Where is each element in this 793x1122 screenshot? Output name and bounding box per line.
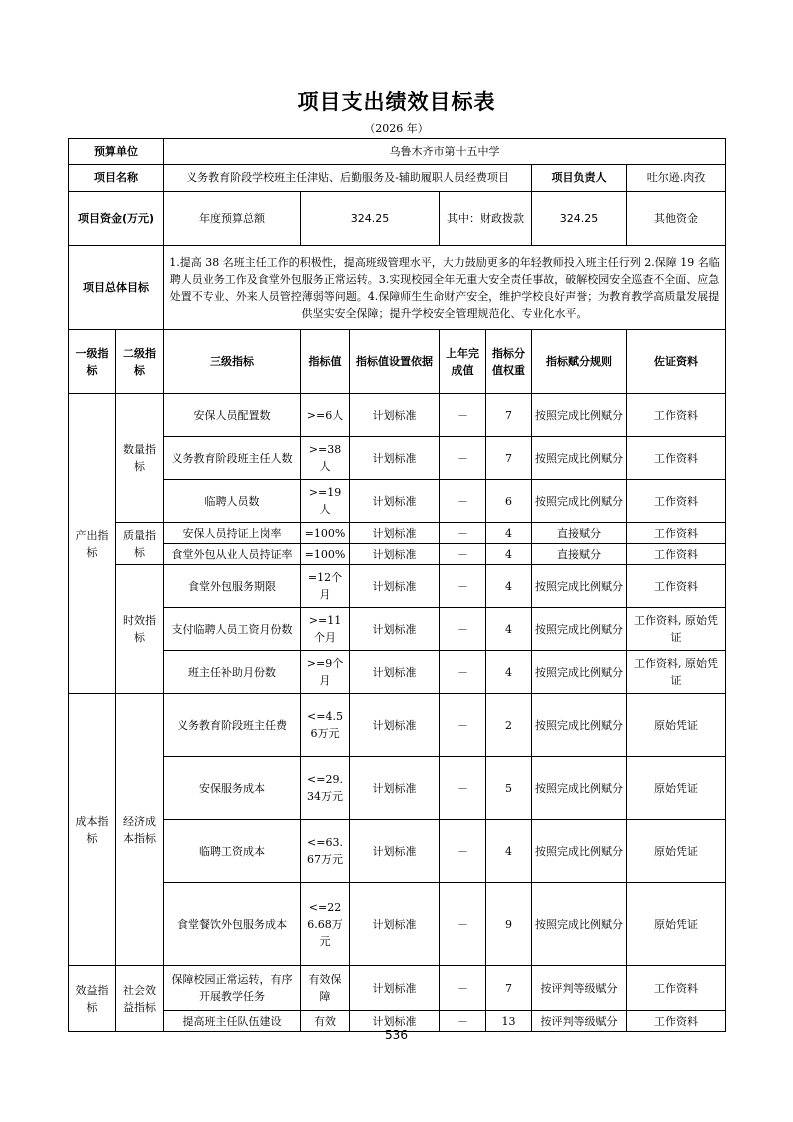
header-value: 指标值 — [301, 330, 350, 394]
indicator-last: － — [440, 544, 486, 565]
table-row — [69, 820, 726, 883]
indicator-value: >=6人 — [301, 394, 350, 437]
indicator-rule: 按照完成比例赋分 — [532, 820, 627, 883]
group-quality: 质量指标 — [116, 523, 164, 565]
indicator-rule: 按照完成比例赋分 — [532, 694, 627, 757]
indicator-value: 有效保障 — [301, 966, 350, 1011]
indicator-rule: 按照完成比例赋分 — [532, 757, 627, 820]
indicator-basis: 计划标准 — [350, 694, 440, 757]
indicator-rule: 按评判等级赋分 — [532, 1011, 627, 1032]
indicator-weight: 13 — [486, 1011, 532, 1032]
table-row — [69, 565, 726, 608]
fiscal-label: 其中：财政拨款 — [440, 192, 532, 246]
indicator-name: 安保服务成本 — [164, 757, 301, 820]
indicator-name: 食堂外包从业人员持证率 — [164, 544, 301, 565]
indicator-rule: 直接赋分 — [532, 544, 627, 565]
indicator-weight: 4 — [486, 544, 532, 565]
indicator-evidence: 工作资料, 原始凭证 — [627, 651, 726, 694]
project-row — [69, 165, 726, 192]
indicator-weight: 6 — [486, 480, 532, 523]
group-social-benefit: 社会效益指标 — [116, 966, 164, 1032]
indicator-value: <=63.67万元 — [301, 820, 350, 883]
indicator-evidence: 工作资料 — [627, 544, 726, 565]
group-quantity: 数量指标 — [116, 394, 164, 523]
indicator-basis: 计划标准 — [350, 608, 440, 651]
indicator-last: － — [440, 966, 486, 1011]
indicator-evidence: 工作资料 — [627, 480, 726, 523]
indicator-name: 安保人员持证上岗率 — [164, 523, 301, 544]
indicator-last: － — [440, 437, 486, 480]
indicator-last: － — [440, 480, 486, 523]
indicator-basis: 计划标准 — [350, 820, 440, 883]
project-value: 义务教育阶段学校班主任津贴、后勤服务及-辅助履职人员经费项目 — [164, 165, 532, 192]
group-economic-cost: 经济成本指标 — [116, 694, 164, 966]
indicator-rule: 按照完成比例赋分 — [532, 651, 627, 694]
indicator-weight: 7 — [486, 394, 532, 437]
indicator-rule: 按照完成比例赋分 — [532, 608, 627, 651]
table-row — [69, 437, 726, 480]
indicator-weight: 9 — [486, 883, 532, 966]
goal-label: 项目总体目标 — [69, 246, 164, 330]
indicator-value: >=19人 — [301, 480, 350, 523]
indicator-weight: 4 — [486, 565, 532, 608]
indicator-basis: 计划标准 — [350, 757, 440, 820]
indicator-value: >=38人 — [301, 437, 350, 480]
indicator-evidence: 工作资料 — [627, 565, 726, 608]
indicator-last: － — [440, 694, 486, 757]
header-lvl2: 二级指标 — [116, 330, 164, 394]
indicator-last: － — [440, 757, 486, 820]
indicator-value: 有效 — [301, 1011, 350, 1032]
fund-label: 项目资金(万元) — [69, 192, 164, 246]
indicator-last: － — [440, 820, 486, 883]
header-last-year: 上年完成值 — [440, 330, 486, 394]
indicator-basis: 计划标准 — [350, 883, 440, 966]
indicator-last: － — [440, 394, 486, 437]
indicator-rule: 直接赋分 — [532, 523, 627, 544]
indicator-name: 临聘人员数 — [164, 480, 301, 523]
header-weight: 指标分值权重 — [486, 330, 532, 394]
table-row — [69, 651, 726, 694]
fund-row — [69, 192, 726, 246]
unit-label: 预算单位 — [69, 139, 164, 165]
page-number: 536 — [385, 1028, 408, 1042]
table-row — [69, 544, 726, 565]
goal-text: 1.提高 38 名班主任工作的积极性，提高班级管理水平，大力鼓励更多的年轻教师投入班主任行列 2.保障 19 名临聘人员业务工作及食堂外包服务正常运转。3.实现校园全年无重大安全责任事故，破解校园安全巡查不全面、应急处置不专业、外来人员管控薄弱等问题。4.保障师生生命财产安全，维护学校良好声誉；为教育教学高质量发展提供坚实安全保障；提升学校安全管理规范化、专业化水平。 — [164, 246, 726, 330]
unit-row — [69, 139, 726, 165]
table-row — [69, 608, 726, 651]
indicator-evidence: 工作资料, 原始凭证 — [627, 608, 726, 651]
indicator-weight: 4 — [486, 820, 532, 883]
annual-label: 年度预算总额 — [164, 192, 301, 246]
other-label: 其他资金 — [627, 192, 726, 246]
indicator-name: 食堂外包服务期限 — [164, 565, 301, 608]
indicator-rule: 按评判等级赋分 — [532, 966, 627, 1011]
group-output: 产出指标 — [69, 394, 116, 694]
indicator-rule: 按照完成比例赋分 — [532, 437, 627, 480]
group-cost: 成本指标 — [69, 694, 116, 966]
indicator-value: >=11个月 — [301, 608, 350, 651]
indicator-name: 义务教育阶段班主任人数 — [164, 437, 301, 480]
table-row — [69, 523, 726, 544]
indicator-evidence: 原始凭证 — [627, 820, 726, 883]
indicator-basis: 计划标准 — [350, 651, 440, 694]
indicator-evidence: 工作资料 — [627, 523, 726, 544]
indicator-value: <=29.34万元 — [301, 757, 350, 820]
indicator-basis: 计划标准 — [350, 480, 440, 523]
annual-value: 324.25 — [301, 192, 440, 246]
indicator-name: 保障校园正常运转，有序开展教学任务 — [164, 966, 301, 1011]
indicator-value: =100% — [301, 544, 350, 565]
table-row — [69, 883, 726, 966]
leader-value: 吐尔逊.肉孜 — [627, 165, 726, 192]
group-timeliness: 时效指标 — [116, 565, 164, 694]
indicator-weight: 4 — [486, 651, 532, 694]
table-row — [69, 757, 726, 820]
indicator-rule: 按照完成比例赋分 — [532, 394, 627, 437]
indicator-last: － — [440, 565, 486, 608]
page-title: 项目支出绩效目标表 — [297, 90, 496, 114]
indicator-basis: 计划标准 — [350, 394, 440, 437]
indicator-basis: 计划标准 — [350, 437, 440, 480]
indicator-rule: 按照完成比例赋分 — [532, 480, 627, 523]
indicator-evidence: 工作资料 — [627, 437, 726, 480]
indicator-value: <=226.68万元 — [301, 883, 350, 966]
header-row — [69, 330, 726, 394]
indicator-name: 安保人员配置数 — [164, 394, 301, 437]
unit-value: 乌鲁木齐市第十五中学 — [164, 139, 726, 165]
header-lvl1: 一级指标 — [69, 330, 116, 394]
indicator-evidence: 工作资料 — [627, 394, 726, 437]
indicator-value: =12个月 — [301, 565, 350, 608]
indicator-value: =100% — [301, 523, 350, 544]
indicator-last: － — [440, 523, 486, 544]
indicator-value: <=4.56万元 — [301, 694, 350, 757]
indicator-basis: 计划标准 — [350, 1011, 440, 1032]
indicator-weight: 4 — [486, 523, 532, 544]
indicator-evidence: 原始凭证 — [627, 694, 726, 757]
indicator-name: 食堂餐饮外包服务成本 — [164, 883, 301, 966]
fiscal-value: 324.25 — [532, 192, 627, 246]
indicator-name: 临聘工资成本 — [164, 820, 301, 883]
indicator-evidence: 原始凭证 — [627, 757, 726, 820]
indicator-basis: 计划标准 — [350, 565, 440, 608]
indicator-weight: 7 — [486, 966, 532, 1011]
table-row — [69, 694, 726, 757]
indicator-evidence: 工作资料 — [627, 1011, 726, 1032]
indicator-basis: 计划标准 — [350, 544, 440, 565]
indicator-weight: 5 — [486, 757, 532, 820]
indicator-last: － — [440, 651, 486, 694]
group-benefit: 效益指标 — [69, 966, 116, 1032]
header-lvl3: 三级指标 — [164, 330, 301, 394]
indicator-name: 义务教育阶段班主任费 — [164, 694, 301, 757]
indicator-weight: 7 — [486, 437, 532, 480]
indicator-weight: 2 — [486, 694, 532, 757]
goal-row — [69, 246, 726, 330]
table-row — [69, 480, 726, 523]
indicator-weight: 4 — [486, 608, 532, 651]
indicator-last: － — [440, 1011, 486, 1032]
header-basis: 指标值设置依据 — [350, 330, 440, 394]
leader-label: 项目负责人 — [532, 165, 627, 192]
indicator-last: － — [440, 608, 486, 651]
indicator-name: 支付临聘人员工资月份数 — [164, 608, 301, 651]
indicator-last: － — [440, 883, 486, 966]
indicator-rule: 按照完成比例赋分 — [532, 565, 627, 608]
indicator-name: 提高班主任队伍建设 — [164, 1011, 301, 1032]
table-row — [69, 394, 726, 437]
header-evidence: 佐证资料 — [627, 330, 726, 394]
header-rule: 指标赋分规则 — [532, 330, 627, 394]
indicator-rule: 按照完成比例赋分 — [532, 883, 627, 966]
indicator-evidence: 工作资料 — [627, 966, 726, 1011]
performance-table — [68, 138, 726, 1032]
indicator-evidence: 原始凭证 — [627, 883, 726, 966]
indicator-name: 班主任补助月份数 — [164, 651, 301, 694]
indicator-value: >=9个月 — [301, 651, 350, 694]
year-label: （2026 年） — [364, 122, 429, 135]
table-row — [69, 966, 726, 1011]
indicator-basis: 计划标准 — [350, 523, 440, 544]
project-label: 项目名称 — [69, 165, 164, 192]
indicator-basis: 计划标准 — [350, 966, 440, 1011]
